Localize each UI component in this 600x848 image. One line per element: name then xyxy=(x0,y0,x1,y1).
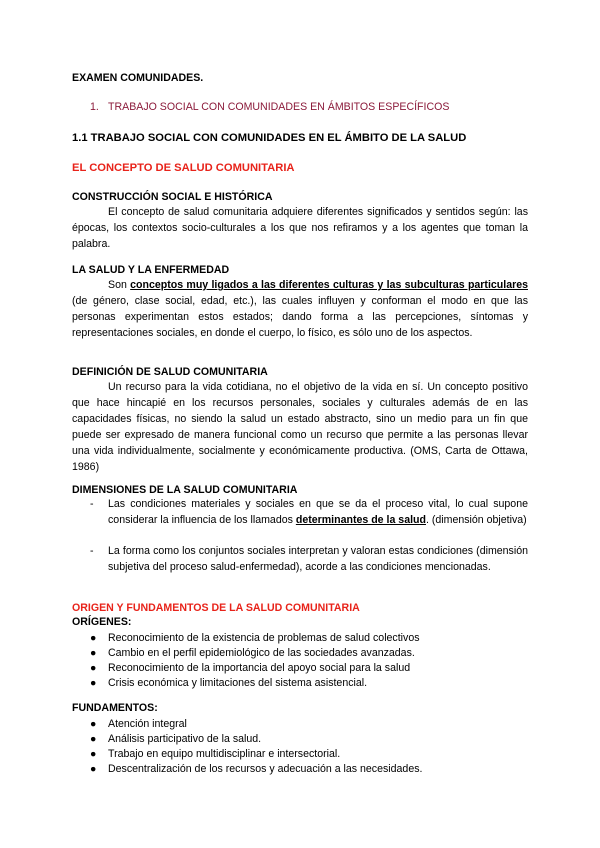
list-item: Reconocimiento de la importancia del apoyo social para la salud xyxy=(108,662,411,674)
list-item: Reconocimiento de la existencia de problemas de salud colectivos xyxy=(108,632,420,644)
origenes-label: ORÍGENES: xyxy=(72,616,132,628)
construccion-heading: CONSTRUCCIÓN SOCIAL E HISTÓRICA xyxy=(72,191,273,203)
determinantes-link-text: determinantes de la salud xyxy=(295,514,426,526)
salud-enfermedad-paragraph xyxy=(72,277,528,341)
list-item: Análisis participativo de la salud. xyxy=(108,733,262,745)
dimensiones-heading: DIMENSIONES DE LA SALUD COMUNITARIA xyxy=(72,484,298,496)
list-item: Crisis económica y limitaciones del sistema asistencial. xyxy=(108,677,368,689)
bullet-marker: ● xyxy=(90,647,97,659)
dimension-item: La forma como los conjuntos sociales interpretan y valoran estas condiciones (dimensión subjetiva del proceso salud-enfermedad), acorde a las condiciones mencionadas. xyxy=(108,545,528,573)
list-item: Descentralización de los recursos y adecuación a las necesidades. xyxy=(108,763,423,775)
dimension-item-text: Las condiciones materiales y sociales en que se da el proceso vital, lo cual supone considerar la influencia de los llamados xyxy=(108,498,528,526)
bullet-marker: ● xyxy=(90,677,97,689)
subsection-title: 1.1 TRABAJO SOCIAL CON COMUNIDADES EN EL ÁMBITO DE LA SALUD xyxy=(72,132,467,144)
dimension-item-suffix: . (dimensión objetiva) xyxy=(425,514,527,526)
definicion-heading: DEFINICIÓN DE SALUD COMUNITARIA xyxy=(72,366,268,378)
section-title: TRABAJO SOCIAL CON COMUNIDADES EN ÁMBITOS ESPECÍFICOS xyxy=(108,101,450,113)
bullet-marker: ● xyxy=(90,763,97,775)
dimension-item xyxy=(108,496,528,528)
bullet-marker: ● xyxy=(90,632,97,644)
fundamentos-label: FUNDAMENTOS: xyxy=(72,702,158,714)
construccion-paragraph: El concepto de salud comunitaria adquiere diferentes significados y sentidos según: las épocas, los contextos socio-culturales a los que nos refiramos y a los agentes que toman la palabra. xyxy=(72,206,528,250)
salud-rest: (de género, clase social, edad, etc.), las cuales influyen y conforman el modo en que las personas experimentan estos estados; dando forma a las percepciones, síntomas y representaciones sociales, en donde el cuerpo, lo físico, es sólo uno de los aspectos. xyxy=(72,295,528,339)
list-item: Cambio en el perfil epidemiológico de las sociedades avanzadas. xyxy=(108,647,415,659)
section-number: 1. xyxy=(90,101,99,113)
list-item: Trabajo en equipo multidisciplinar e intersectorial. xyxy=(108,748,341,760)
salud-highlight: conceptos muy ligados a las diferentes culturas y las subculturas particulares xyxy=(130,279,528,291)
bullet-marker: ● xyxy=(90,718,97,730)
dash-marker: - xyxy=(90,498,94,510)
origen-heading: ORIGEN Y FUNDAMENTOS DE LA SALUD COMUNITARIA xyxy=(72,602,360,614)
bullet-marker: ● xyxy=(90,662,97,674)
list-item: Atención integral xyxy=(108,718,187,730)
concepto-heading: EL CONCEPTO DE SALUD COMUNITARIA xyxy=(72,162,295,174)
bullet-marker: ● xyxy=(90,748,97,760)
salud-lead: Son xyxy=(108,279,127,291)
dash-marker: - xyxy=(90,545,94,557)
bullet-marker: ● xyxy=(90,733,97,745)
doc-title: EXAMEN COMUNIDADES. xyxy=(72,72,204,84)
salud-enfermedad-heading: LA SALUD Y LA ENFERMEDAD xyxy=(72,264,230,276)
definicion-paragraph: Un recurso para la vida cotidiana, no el objetivo de la vida en sí. Un concepto positivo que hace hincapié en los recursos personales, sociales y culturales además de en las capacidades físicas, no siendo la salud un estado abstracto, sino un medio para un fin que puede ser expresado de manera funcional como un recurso que permite a las personas llevar una vida individualmente, socialmente y económicamente productiva. (OMS, Carta de Ottawa, 1986) xyxy=(72,381,528,473)
